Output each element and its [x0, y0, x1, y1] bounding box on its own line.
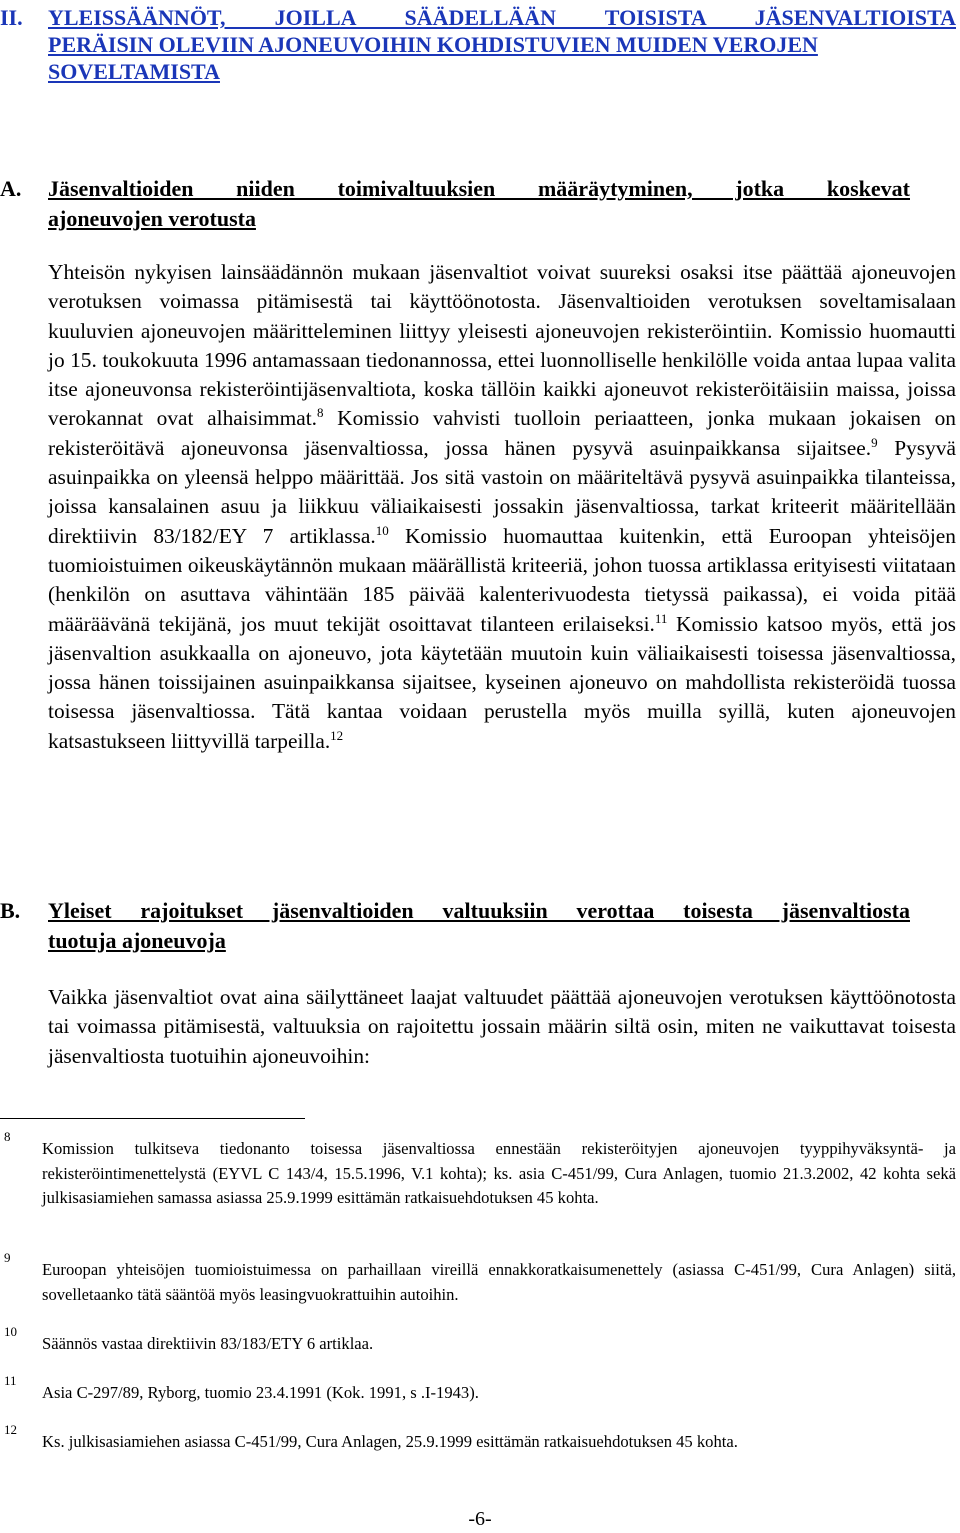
section-number: II. [0, 5, 23, 30]
footnote-text: Komission tulkitseva tiedonanto toisessa jäsenvaltiossa ennestään rekisteröityjen ajoneuvojen tyyppihyväksyntä- ja rekisteröintimenettelystä (EYVL C 143/4, 15.5.1996, V.1 kohta); ks. asia C-451/99, Cura Anlagen, tuomio 21.3.2002, 42 kohta sekä julkisasiamiehen samassa asiassa 25.9.1999 esittämän ratkaisuehdotuksen 45 kohta. [42, 1139, 956, 1207]
subsection-b-title-line-1: Yleiset rajoitukset jäsenvaltioiden valtuuksiin verottaa toisesta jäsenvaltiosta [48, 898, 910, 923]
footnote-ref-9: 9 [871, 434, 878, 450]
footnote-ref-8: 8 [317, 405, 324, 421]
footnote-mark: 11 [4, 1373, 17, 1388]
footnote-ref-11: 11 [654, 610, 668, 626]
subsection-a-title-line-2: ajoneuvojen verotusta [48, 206, 256, 231]
paragraph-text: Komissio huomauttaa kuitenkin, että Euroopan yhteisöjen tuomioistuimen oikeuskäytännön mukaan määrällistä kriteeriä, johon tuossa artiklassa erityisesti viitataan (henkilön on asuttava vähintään 185 päivää kalenterivuodesta tietyssä paikassa), ei voida pitää määräävänä tekijänä, jos muut tekijät osoittavat tilanteen erilaiseksi. [48, 523, 957, 636]
section-title-line-1: YLEISSÄÄNNÖT, JOILLA SÄÄDELLÄÄN TOISISTA JÄSENVALTIOISTA [48, 5, 956, 30]
footnote-separator [0, 1118, 305, 1119]
subsection-b-heading [0, 896, 910, 956]
subsection-a-letter: A. [0, 176, 22, 201]
footnote-text: Euroopan yhteisöjen tuomioistuimessa on parhaillaan vireillä ennakkoratkaisumenettely (asiassa C-451/99, Cura Anlagen) siitä, sovelletaanko tätä sääntöä myös leasingvuokrattuihin autoihin. [42, 1260, 956, 1304]
subsection-b-paragraph: Vaikka jäsenvaltiot ovat aina säilyttäneet laajat valtuudet päättää ajoneuvojen verotuksen käyttöönotosta tai voimassa pitämisestä, valtuuksia on rajoitettu jossain määrin siltä osin, miten ne vaikuttavat toisesta jäsenvaltiosta tuotuihin ajoneuvoihin: [48, 985, 956, 1068]
footnote-11 [0, 1373, 956, 1406]
footnote-12 [0, 1422, 956, 1455]
paragraph-text: Pysyvä asuinpaikka on yleensä helppo määrittää. Jos sitä vastoin on määriteltävä pysyvä asuinpaikka tilanteissa, joissa kansalainen asuu ja liikkuu väliaikaisesti jossakin jäsenvaltiossa, tarkat kriteerit määritellään direktiivin 83/182/EY 7 artiklassa. [48, 435, 956, 548]
subsection-a-paragraph [48, 258, 956, 756]
footnote-text: Asia C-297/89, Ryborg, tuomio 23.4.1991 (Kok. 1991, s .I-1943). [42, 1383, 479, 1402]
footnote-text: Ks. julkisasiamiehen asiassa C-451/99, Cura Anlagen, 25.9.1999 esittämän ratkaisuehdotuksen 45 kohta. [42, 1432, 738, 1451]
footnote-ref-10: 10 [375, 522, 389, 538]
subsection-a-heading [0, 174, 910, 234]
section-title-line-3: SOVELTAMISTA [48, 59, 220, 84]
subsection-b-letter: B. [0, 898, 21, 923]
paragraph-text: Komissio katsoo myös, että jos jäsenvaltion asukkaalla on ajoneuvo, jota käytetään muutoin kuin väliaikaisesti toisessa jäsenvaltiossa, jossa hänen toissijainen asuinpaikkansa sijaitsee, kyseinen ajoneuvo on mahdollista rekisteröidä tuossa toisessa jäsenvaltiossa. Tätä kantaa voidaan perustella myös muilla syillä, kuten ajoneuvojen katsastukseen liittyvillä tarpeilla. [48, 611, 956, 753]
footnote-9 [0, 1250, 956, 1307]
footnote-mark: 8 [4, 1129, 11, 1144]
footnote-10 [0, 1324, 956, 1357]
paragraph-text: Yhteisön nykyisen lainsäädännön mukaan jäsenvaltiot voivat suureksi osaksi itse päättää ajoneuvojen verotuksen voimassa pitämisestä tai käyttöönotosta. Jäsenvaltioiden verotuksen soveltamisalaan kuuluvien ajoneuvojen määritteleminen liittyy yleisesti ajoneuvojen rekisteröintiin. Komissio huomautti jo 15. toukokuuta 1996 antamassaan tiedonannossa, ettei luonnolliselle henkilölle voida antaa lupaa valita itse ajoneuvonsa rekisteröintijäsenvaltiota, koska tällöin kaikki ajoneuvot rekisteröitäisiin maissa, joissa verokannat ovat alhaisimmat. [48, 260, 956, 431]
section-heading [0, 4, 956, 85]
paragraph-text: Komissio vahvisti tuolloin periaatteen, jonka mukaan jokaisen on rekisteröitävä ajoneuvonsa jäsenvaltiossa, jossa hänen pysyvä asuinpaikkansa sijaitsee. [48, 406, 956, 460]
page-number: -6- [468, 1508, 492, 1530]
footnote-8 [0, 1129, 956, 1211]
subsection-b-title-line-2: tuotuja ajoneuvoja [48, 928, 226, 953]
footnote-mark: 12 [4, 1422, 17, 1437]
footnote-mark: 10 [4, 1324, 17, 1339]
footnote-ref-12: 12 [330, 727, 344, 743]
footnote-text: Säännös vastaa direktiivin 83/183/ETY 6 artiklaa. [42, 1334, 374, 1353]
section-title-line-2: PERÄISIN OLEVIIN AJONEUVOIHIN KOHDISTUVIEN MUIDEN VEROJEN [48, 32, 818, 57]
subsection-a-title-line-1: Jäsenvaltioiden niiden toimivaltuuksien määräytyminen, jotka koskevat [48, 176, 910, 201]
footnote-mark: 9 [4, 1250, 11, 1265]
